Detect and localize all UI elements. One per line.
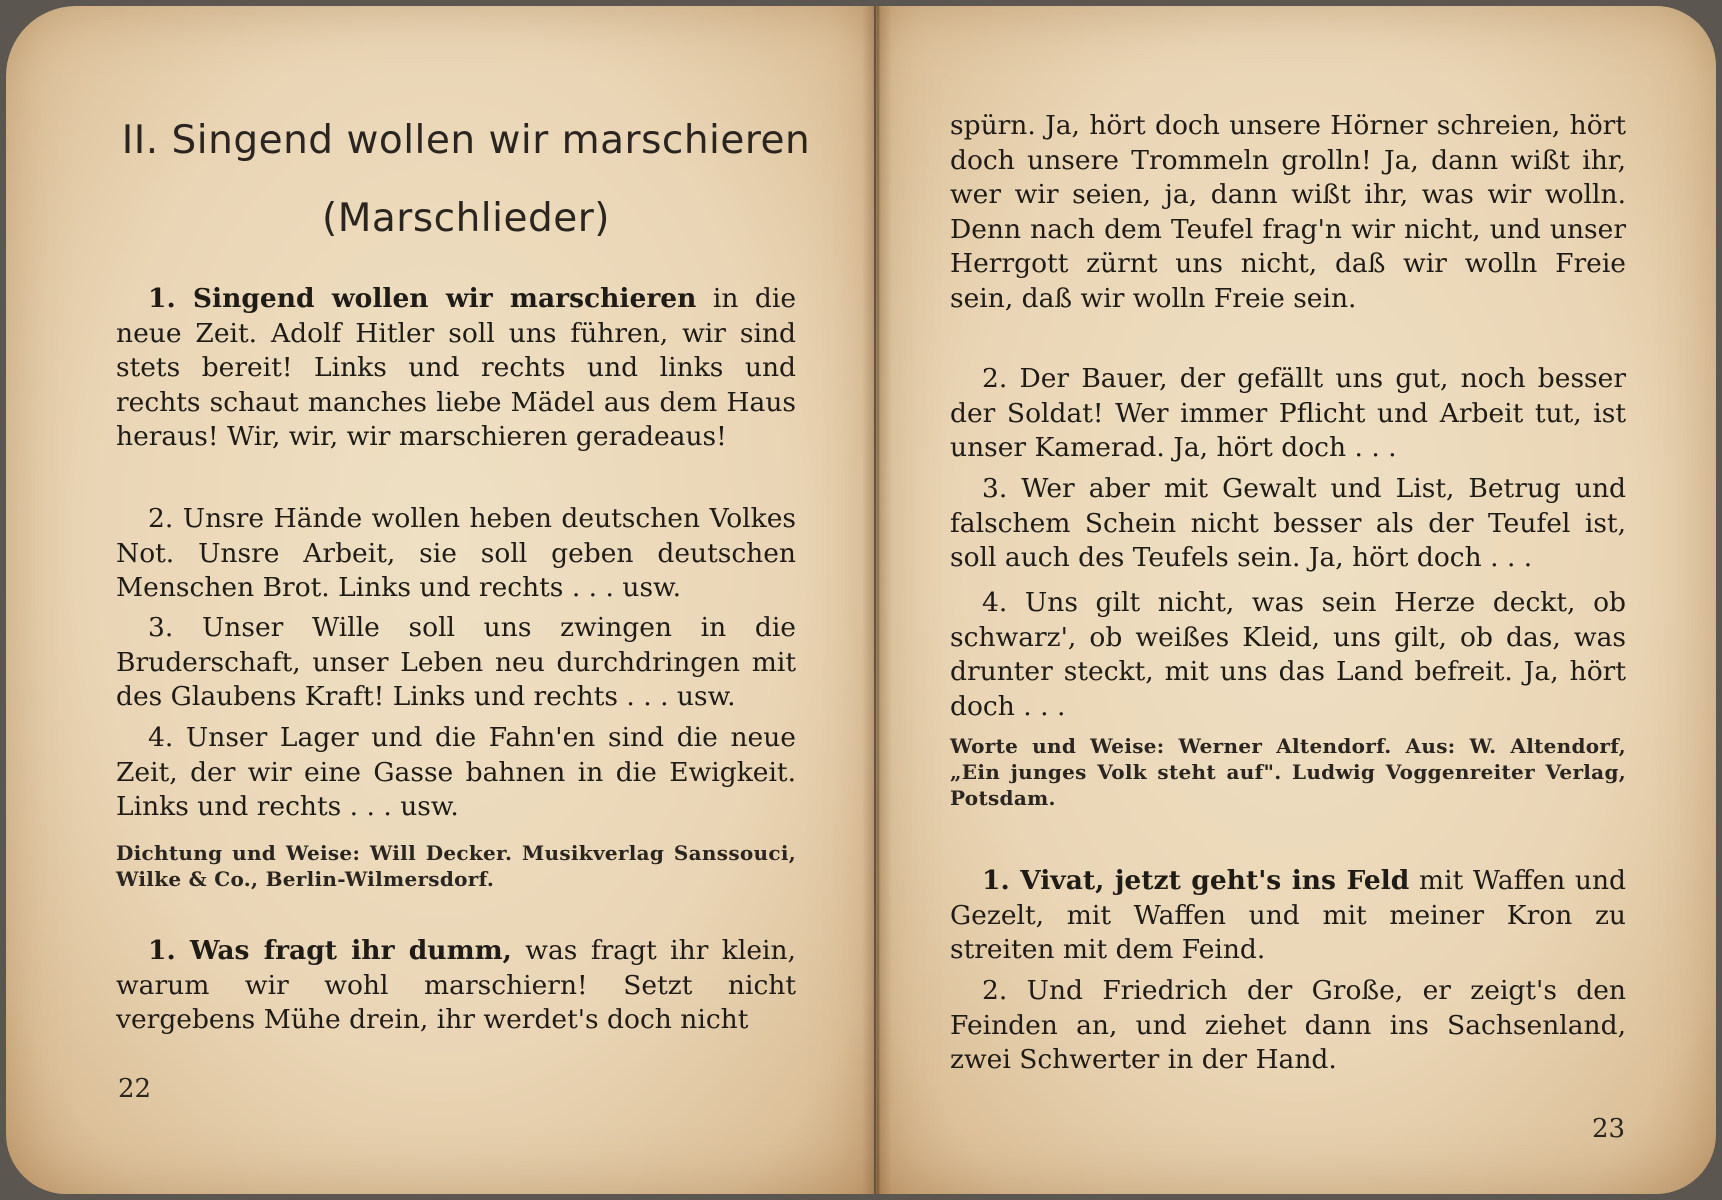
song3-verse1 <box>950 864 1626 968</box>
song1-credit: Dichtung und Weise: Will Decker. Musikverlag Sanssouci, Wilke & Co., Berlin-Wilmersdorf. <box>116 841 796 891</box>
song2-verse3: 3. Wer aber mit Gewalt und List, Betrug und falschem Schein nicht besser als der Teufel ist, soll auch des Teufels sein. Ja, hört doch . . . <box>950 473 1626 573</box>
song3-verse2: 2. Und Friedrich der Große, er zeigt's den Feinden an, und ziehet dann ins Sachsenland, zwei Schwerter in der Hand. <box>950 975 1626 1075</box>
song2-verse1 <box>116 934 796 1038</box>
song2-verse1-text: was fragt ihr klein, warum wir wohl marschiern! Setzt nicht vergebens Mühe drein, ihr werdet's doch nicht <box>116 935 796 1035</box>
right-page <box>876 6 1716 1194</box>
song1-verse1 <box>116 282 796 455</box>
song1-verse2: 2. Unsre Hände wollen heben deutschen Volkes Not. Unsre Arbeit, sie soll geben deutschen Menschen Brot. Links und rechts . . . usw. <box>116 503 796 603</box>
page-number-left: 22 <box>118 1074 152 1104</box>
book-gutter <box>862 6 892 1194</box>
song2-verse4: 4. Uns gilt nicht, was sein Herze deckt, ob schwarz', ob weißes Kleid, uns gilt, ob das, was drunter steckt, mit uns das Land befreit. Ja, hört doch . . . <box>950 587 1626 722</box>
song1-verse1-text: in die neue Zeit. Adolf Hitler soll uns führen, wir sind stets bereit! Links und rechts und links und rechts schaut manches liebe Mädel aus dem Haus heraus! Wir, wir, wir marschieren geradeaus! <box>116 283 797 452</box>
page-number-right: 23 <box>1592 1114 1626 1144</box>
song2-verse1-lead: 1. Was fragt ihr dumm, <box>148 935 512 966</box>
song3-verse1-lead: 1. Vivat, jetzt geht's ins Feld <box>982 865 1410 896</box>
chapter-heading: II. Singend wollen wir marschieren <box>121 118 811 163</box>
song1-verse4: 4. Unser Lager und die Fahn'en sind die neue Zeit, der wir eine Gasse bahnen in die Ewigkeit. Links und rechts . . . usw. <box>116 722 796 822</box>
song2-verse2: 2. Der Bauer, der gefällt uns gut, noch besser der Soldat! Wer immer Pflicht und Arbeit tut, ist unser Kamerad. Ja, hört doch . . . <box>950 363 1626 463</box>
song2-credit: Worte und Weise: Werner Altendorf. Aus: W. Altendorf, „Ein junges Volk steht auf". Ludwig Voggenreiter Verlag, Potsdam. <box>950 734 1626 810</box>
song1-verse3: 3. Unser Wille soll uns zwingen in die Bruderschaft, unser Leben neu durchdringen mit des Glaubens Kraft! Links und rechts . . . usw. <box>116 612 796 712</box>
left-page <box>6 6 874 1194</box>
chapter-subheading: (Marschlieder) <box>322 196 610 241</box>
song2-verse1-continued: spürn. Ja, hört doch unsere Hörner schreien, hört doch unsere Trommeln grolln! Ja, dann wißt ihr, wer wir seien, ja, dann wißt ihr, was wir wolln. Denn nach dem Teufel frag'n wir nicht, und unser Herrgott zürnt uns nicht, daß wir wolln Freie sein, daß wir wolln Freie sein. <box>950 110 1626 314</box>
song3-verse1-text: mit Waffen und Gezelt, mit Waffen und mit meiner Kron zu streiten mit dem Feind. <box>950 865 1626 965</box>
song1-verse1-lead: 1. Singend wollen wir marschieren <box>148 283 697 314</box>
